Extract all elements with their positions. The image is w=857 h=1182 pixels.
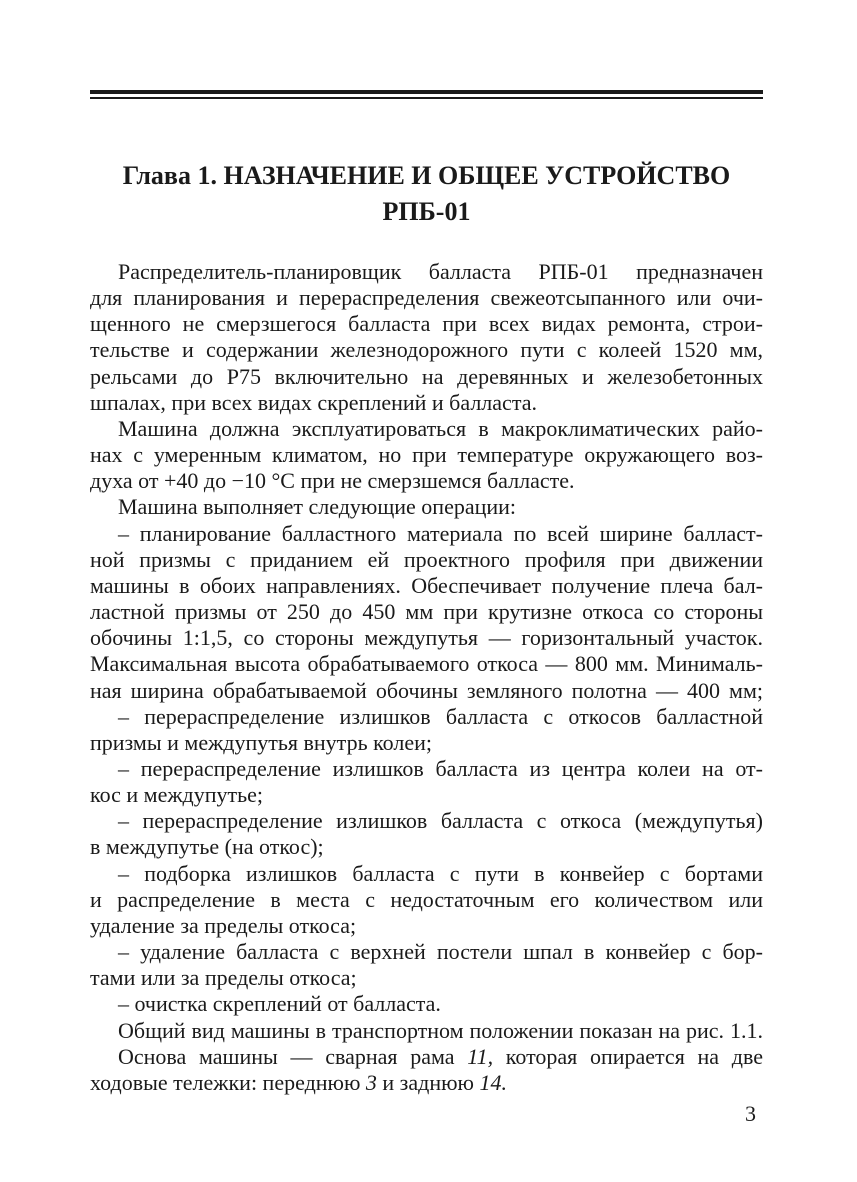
chapter-title-line-2: РПБ-01 bbox=[382, 197, 471, 226]
text-run: и заднюю bbox=[376, 1069, 480, 1095]
text-line bbox=[90, 1070, 763, 1096]
text-line: ная ширина обрабатываемой обочины земляного полотна — 400 мм; bbox=[90, 677, 763, 703]
text-line: – удаление балласта с верхней постели шпал в конвейер с бор- bbox=[118, 939, 763, 965]
text-line: Машина должна эксплуатироваться в макроклиматических райо- bbox=[118, 415, 763, 441]
text-line: призмы и междупутья внутрь колеи; bbox=[90, 729, 433, 755]
text-line: для планирования и перераспределения свежеотсыпанного или очи- bbox=[90, 285, 763, 311]
text-line: кос и междупутье; bbox=[90, 782, 264, 808]
header-rule-thin bbox=[90, 97, 763, 99]
text-line: машины в обоих направлениях. Обеспечивает получение плеча бал- bbox=[90, 572, 763, 598]
page-number: 3 bbox=[745, 1101, 756, 1126]
text-run: ходовые тележки: переднюю bbox=[90, 1069, 366, 1095]
figure-reference: 11, bbox=[467, 1043, 494, 1069]
text-line: – подборка излишков балласта с пути в конвейер с бортами bbox=[118, 860, 763, 886]
text-line: Машина выполняет следующие операции: bbox=[118, 494, 517, 520]
text-line: Максимальная высота обрабатываемого откоса — 800 мм. Минималь- bbox=[90, 651, 763, 677]
header-rule-thick bbox=[90, 90, 763, 94]
text-line: Распределитель-планировщик балласта РПБ-01 предназначен bbox=[118, 259, 763, 284]
text-line: нах с умеренным климатом, но при температуре окружающего воз- bbox=[90, 442, 763, 468]
figure-reference: 3 bbox=[365, 1069, 377, 1095]
text-line: – очистка скреплений от балласта. bbox=[118, 991, 441, 1017]
text-line: ной призмы с приданием ей проектного профиля при движении bbox=[90, 546, 763, 572]
figure-reference: 14. bbox=[479, 1069, 507, 1095]
text-line: шпалах, при всех видах скреплений и балласта. bbox=[90, 389, 537, 415]
text-line: в междупутье (на откос); bbox=[90, 834, 324, 860]
text-line: – перераспределение излишков балласта из центра колеи на от- bbox=[118, 755, 763, 781]
text-line: тельстве и содержании железнодорожного пути с колеей 1520 мм, bbox=[90, 337, 763, 363]
text-line: – планирование балластного материала по всей ширине балласт- bbox=[118, 520, 763, 546]
body-text bbox=[90, 259, 763, 1096]
chapter-title-line-1: Глава 1. НАЗНАЧЕНИЕ И ОБЩЕЕ УСТРОЙСТВО bbox=[122, 161, 731, 190]
text-line: – перераспределение излишков балласта с откосов балластной bbox=[118, 703, 763, 729]
text-line: удаление за пределы откоса; bbox=[90, 912, 357, 938]
text-run: Основа машины — сварная рама bbox=[118, 1043, 468, 1069]
chapter-title bbox=[90, 158, 763, 230]
text-run: которая опирается на две bbox=[493, 1043, 763, 1069]
text-line: духа от +40 до −10 °С при не смерзшемся балласте. bbox=[90, 468, 575, 494]
text-line: обочины 1:1,5, со стороны междупутья — горизонтальный участок. bbox=[90, 625, 763, 651]
text-line bbox=[118, 1044, 763, 1070]
text-line: тами или за пределы откоса; bbox=[90, 965, 357, 991]
text-line: ластной призмы от 250 до 450 мм при крутизне откоса со стороны bbox=[90, 599, 763, 625]
text-line: и распределение в места с недостаточным его количеством или bbox=[90, 886, 763, 912]
text-line: рельсами до Р75 включительно на деревянных и железобетонных bbox=[90, 363, 763, 389]
text-line: щенного не смерзшегося балласта при всех видах ремонта, строи- bbox=[90, 311, 763, 337]
text-line: Общий вид машины в транспортном положении показан на рис. 1.1. bbox=[118, 1017, 763, 1043]
text-line: – перераспределение излишков балласта с откоса (междупутья) bbox=[118, 808, 763, 834]
